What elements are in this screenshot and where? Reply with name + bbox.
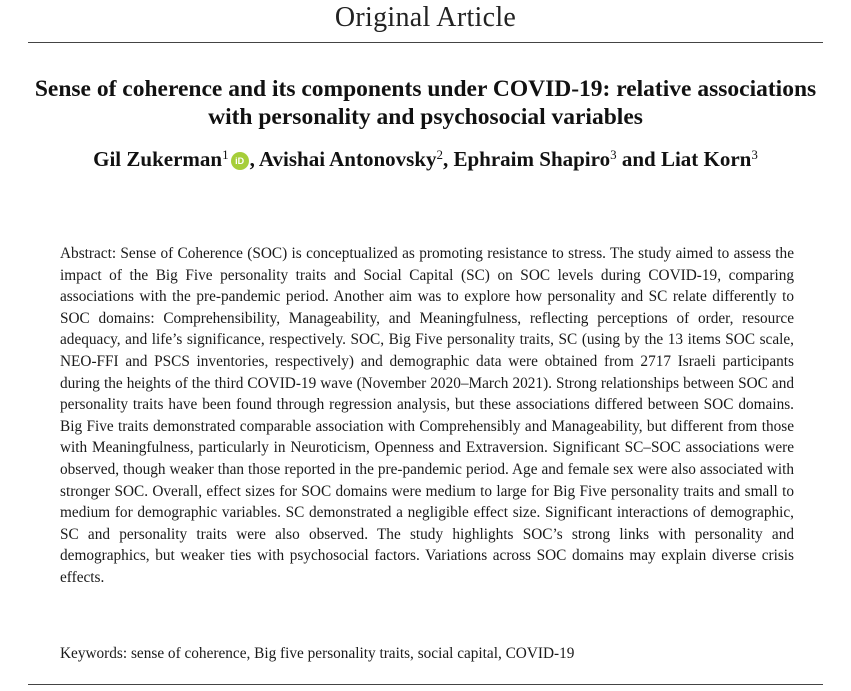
affiliation-marker: 3 bbox=[610, 147, 617, 162]
keywords-label: Keywords: bbox=[60, 645, 128, 662]
abstract-text: Sense of Coherence (SOC) is conceptualized as promoting resistance to stress. The study aimed to assess the impact of the Big Five personality traits and Social Capital (SC) on SOC levels during COVID-19, comparing associations with the pre-pandemic period. Another aim was to explore how personality and SC relate differently to SOC domains: Comprehensibility, Manageability, and Meaningfulness, reflecting perceptions of order, resource adequacy, and life’s significance, respectively. SOC, Big Five personality traits, SC (using by the 13 items SOC scale, NEO-FFI and PSCS inventories, respectively) and demographic data were obtained from 2717 Israeli participants during the heights of the third COVID-19 wave (November 2020–March 2021). Strong relationships between SOC and personality traits have been found through regression analysis, but these associations differed between SOC domains. Big Five traits demonstrated comparable association with Comprehensibly and Manageability, but different from those with Meaningfulness, particularly in Neuroticism, Openness and Extraversion. Significant SC–SOC associations were observed, though weaker than those reported in the pre-pandemic period. Age and female sex were also associated with stronger SOC. Overall, effect sizes for SOC domains were medium to large for Big Five personality traits and small to medium for demographic variables. SC demonstrated a negligible effect size. Significant interactions of demographic, SC and personality traits were also observed. The study highlights SOC’s strong links with personality and demographics, but weaker ties with psychosocial factors. Variations across SOC domains may explain diverse crisis effects. bbox=[60, 245, 794, 586]
article-title: Sense of coherence and its components under COVID-19: relative associations with personality and psychosocial variables bbox=[34, 76, 817, 130]
abstract bbox=[60, 243, 794, 589]
author-list bbox=[0, 146, 851, 172]
footer-rule bbox=[28, 684, 823, 685]
affiliation-marker: 1 bbox=[222, 147, 229, 162]
author-separator: and bbox=[616, 147, 661, 171]
author-name: Ephraim Shapiro bbox=[453, 147, 611, 171]
author-name: Avishai Antonovsky bbox=[258, 147, 437, 171]
keywords bbox=[60, 643, 794, 665]
author-separator: , bbox=[249, 147, 259, 171]
author-separator: , bbox=[443, 147, 454, 171]
section-label: Original Article bbox=[334, 2, 517, 33]
affiliation-marker: 2 bbox=[436, 147, 443, 162]
abstract-label: Abstract: bbox=[60, 245, 117, 262]
keywords-text: sense of coherence, Big five personality traits, social capital, COVID-19 bbox=[130, 645, 575, 662]
orcid-icon[interactable]: iD bbox=[231, 152, 249, 170]
header-rule bbox=[28, 42, 823, 43]
affiliation-marker: 3 bbox=[751, 147, 758, 162]
author-name: Liat Korn bbox=[660, 147, 752, 171]
author-name: Gil Zukerman bbox=[93, 147, 223, 171]
